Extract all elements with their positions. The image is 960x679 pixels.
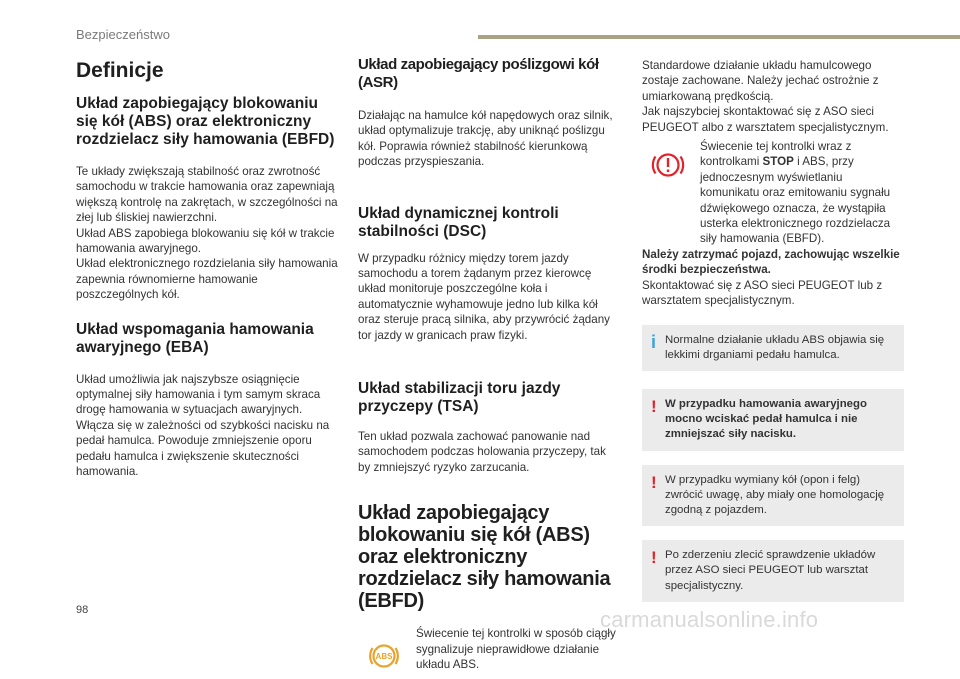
warning-icon: ! <box>651 548 657 568</box>
heading-abs-ebfd: Układ zapobiegający blokowaniu się kół (ABS) oraz elektroniczny rozdzielacz siły hamowania (EBFD) <box>76 95 335 148</box>
column-middle <box>358 56 620 679</box>
page-title: Definicje <box>76 59 164 82</box>
note-warning-emergency-braking <box>642 389 904 451</box>
paragraph-abs-light: Świecenie tej kontrolki w sposób ciągły sygnalizuje nieprawidłowe działanie układu ABS. <box>416 627 616 672</box>
paragraph-abs-ebfd: Te układy zwiększają stabilność oraz zwrotność samochodu w trakcie hamowania oraz zapewniają większą kontrolę na zakrętach, w szczególności na złej lub śliskiej nawierzchni. Układ ABS zapobiega blokowaniu się kół w trakcie hamowania awaryjnego. Układ elektronicznego rozdzielania siły hamowania zapewnia równomierne hamowanie poszczególnych kół. <box>76 165 338 302</box>
paragraph-tsa: Ten układ pozwala zachować panowanie nad samochodem podczas holowania przyczepy, tak by zmniejszyć ryzyko zarzucania. <box>358 430 606 474</box>
note-text: Normalne działanie układu ABS objawia się lekkimi drganiami pedału hamulca. <box>665 333 885 361</box>
warning-text-post: i ABS, przy jednoczesnym wyświetlaniu komunikatu oraz emitowaniu sygnału dźwiękowego oznacza, że wystąpiła usterka elektronicznego rozdzielacza siły hamowania (EBFD). <box>700 155 891 246</box>
heading-tsa: Układ stabilizacji toru jazdy przyczepy (TSA) <box>358 380 561 416</box>
heading-asr: Układ zapobiegający poślizgowi kół (ASR) <box>358 56 599 91</box>
column-right <box>642 56 904 602</box>
heading-abs-main: Układ zapobiegający blokowaniu się kół (ABS) oraz elektroniczny rozdzielacz siły hamowania (EBFD) <box>358 502 611 613</box>
paragraph-ebfd-warning <box>700 139 904 247</box>
paragraph-stop-vehicle: Należy zatrzymać pojazd, zachowując wszelkie środki bezpieczeństwa. <box>642 247 900 277</box>
warning-text-pre: Świecenie tej kontrolki wraz z kontrolkami <box>700 140 852 169</box>
warning-icon: ! <box>651 472 657 492</box>
section-label: Bezpieczeństwo <box>76 27 170 42</box>
warning-text-stop: STOP <box>762 155 794 169</box>
note-text: Po zderzeniu zlecić sprawdzenie układów przez ASO sieci PEUGEOT lub warsztat specjalistyczny. <box>665 549 876 592</box>
note-text: W przypadku wymiany kół (opon i felg) zwrócić uwagę, aby miały one homologację zgodną z pojazdem. <box>665 473 885 516</box>
column-left <box>76 56 338 480</box>
paragraph-contact: Skontaktować się z ASO sieci PEUGEOT lub z warsztatem specjalistycznym. <box>642 278 883 308</box>
abs-icon-label: ABS <box>375 652 393 662</box>
abs-warning-light-icon <box>358 626 416 679</box>
abs-warning-row <box>358 626 620 679</box>
note-info-abs <box>642 325 904 371</box>
note-warning-collision <box>642 540 904 602</box>
note-warning-wheels <box>642 465 904 527</box>
heading-dsc: Układ dynamicznej kontroli stabilności (DSC) <box>358 204 559 240</box>
page-number: 98 <box>76 604 89 616</box>
info-icon: i <box>651 331 657 352</box>
header-rule <box>478 35 960 39</box>
note-text: W przypadku hamowania awaryjnego mocno wciskać pedał hamulca i nie zmniejszać siły nacisku. <box>665 397 867 441</box>
brake-warning-light-icon <box>642 139 700 247</box>
paragraph-standard-braking: Standardowe działanie układu hamulcowego zostaje zachowane. Należy jechać ostrożnie z umiarkowaną prędkością. Jak najszybciej skontaktować się z ASO sieci PEUGEOT albo z warsztatem specjalistycznym. <box>642 59 889 134</box>
brake-warning-row <box>642 139 904 247</box>
paragraph-eba: Układ umożliwia jak najszybsze osiągnięcie optymalnej siły hamowania i tym samym skraca drogę hamowania w sytuacjach awaryjnych. Włącza się w zależności od szybkości nacisku na pedał hamulca. Powoduje zmniejszenie oporu pedału hamulca i zwiększenie skuteczności hamowania. <box>76 372 330 479</box>
heading-eba: Układ wspomagania hamowania awaryjnego (EBA) <box>76 320 314 356</box>
paragraph-dsc: W przypadku różnicy między torem jazdy samochodu a torem żądanym przez kierowcę układ monitoruje poszczególne koła i automatycznie wyhamowuje jedno lub kilka kół oraz steruje pracą silnika, aby przywrócić żądany tor jazdy w granicach praw fizyki. <box>358 251 610 342</box>
paragraph-asr: Działając na hamulce kół napędowych oraz silnik, układ optymalizuje trakcję, aby uniknąć poślizgu kół. Poprawia również stabilność kierunkową podczas przyspieszania. <box>358 109 613 169</box>
watermark: carmanualsonline.info <box>600 607 819 632</box>
warning-icon: ! <box>651 396 657 416</box>
